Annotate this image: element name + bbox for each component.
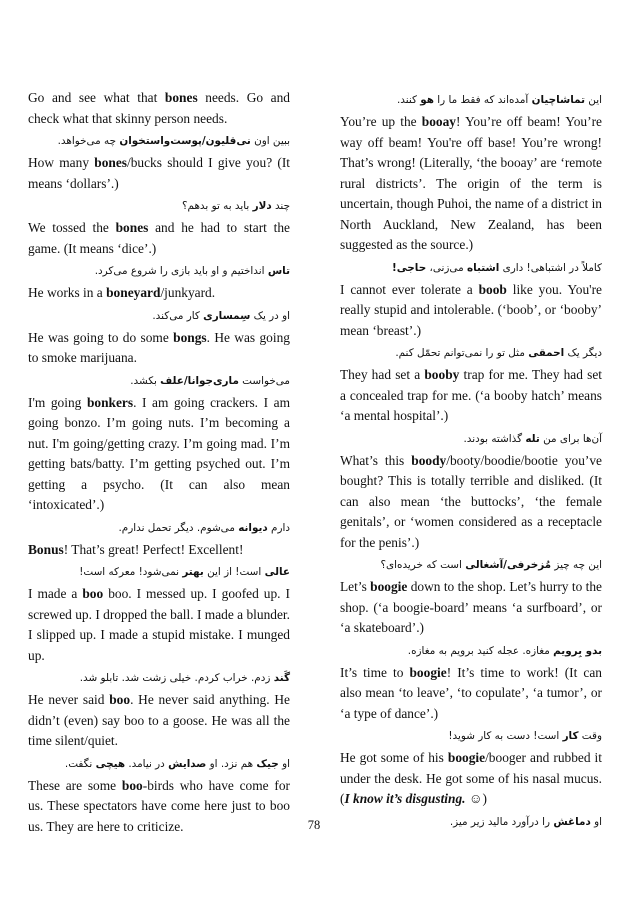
highlighted-term: تله xyxy=(525,432,540,445)
highlighted-term: boo xyxy=(121,777,143,793)
text-run: and he had to start the game. (It means ‘dice’.) xyxy=(28,220,290,256)
highlighted-term: تماشاچیان xyxy=(531,94,585,106)
text-run: بکشد. xyxy=(130,374,161,387)
persian-translation xyxy=(340,256,602,280)
text-run: در نیامد. xyxy=(125,757,169,770)
text-run: like you. You're really stupid and intolerable. (‘boob’, or ‘booby’ mean ‘breast’.) xyxy=(340,281,602,338)
text-run: ! You’re off beam! You’re way off beam! You're off base! You’re wrong! That’s wrong! (Literally, ‘the booay’ are ‘remote rural districts’. The origin of the term is uncertain, though Puhoi, the name of a district in North Auckland, New Zealand, has been suggested as the source.) xyxy=(340,114,602,252)
highlighted-term: bones xyxy=(164,90,198,105)
highlighted-term: ماری‌جوانا/علف xyxy=(160,374,239,387)
text-run: ببین اون xyxy=(250,135,290,147)
english-example xyxy=(28,328,290,369)
english-example xyxy=(28,690,290,752)
text-run: These are some xyxy=(28,777,122,793)
highlighted-term: boogie xyxy=(447,750,486,765)
text-run: ☺) xyxy=(465,791,488,806)
text-run: می‌خواست xyxy=(238,374,290,387)
text-run: You’re up the xyxy=(340,114,422,129)
english-example xyxy=(340,577,602,639)
text-run: -birds who have come for us. These spectators have come here just to boo us. They are here to criticize. xyxy=(28,777,290,834)
text-run: این چه چیز xyxy=(551,559,602,571)
highlighted-term: گَند xyxy=(273,672,290,684)
text-run: /bucks should I give you? (It means ‘dollars’.) xyxy=(28,155,291,191)
text-run: down to the shop. Let’s hurry to the shop. (‘a boogie-board’ means ‘a surfboard’, or ‘a skateboard’.) xyxy=(340,579,602,635)
persian-translation xyxy=(340,553,602,577)
left-column xyxy=(28,88,290,837)
highlighted-term: نی‌قلیون/پوست‌واستخوان xyxy=(119,135,251,147)
english-example xyxy=(340,748,602,810)
text-run: مغازه. عجله کنید برویم به مغازه. xyxy=(407,644,554,657)
highlighted-term: کار xyxy=(562,730,579,742)
text-run: دیگر یک xyxy=(564,347,602,359)
text-run: He was going to do some xyxy=(28,329,174,345)
text-run: I'm going xyxy=(28,394,87,410)
highlighted-term: bones xyxy=(115,220,149,235)
text-run: دارم xyxy=(267,521,290,534)
highlighted-term: بهتر xyxy=(182,566,204,578)
text-run: زدم. خراب کردم. خیلی زشت شد. تابلو شد. xyxy=(79,672,274,684)
highlighted-term: جیک xyxy=(256,757,279,770)
highlighted-term: احمقی xyxy=(528,347,565,359)
text-run: . I am going crackers. I am going bonzo. I’m going nuts. I’m becoming a nut. I'm going/getting crazy. I’m going mad. I’m getting bats/batty. I’m getting psyched out. I’m getting a psycho. (It can also mean ‘intoxicated’.) xyxy=(28,394,290,512)
english-example xyxy=(28,218,290,259)
persian-translation xyxy=(28,259,290,283)
text-run: کار می‌کند. xyxy=(152,309,204,322)
text-run: /booger and rubbed it under the desk. He got some of his nasal mucus. ( xyxy=(340,750,602,806)
text-run: می‌زنی، xyxy=(426,261,467,274)
highlighted-term: حاجی! xyxy=(392,261,427,274)
text-run: boo. I messed up. I goofed up. I screwed up. I dropped the ball. I made a blunder. I slipped up. I made a stupid mistake. I munged up. xyxy=(28,586,290,663)
highlighted-term: اشتباه xyxy=(466,261,500,274)
text-run: What’s this xyxy=(340,452,412,468)
text-run: They had set a xyxy=(340,367,425,382)
persian-translation xyxy=(28,369,290,393)
english-example xyxy=(28,393,290,516)
text-run: است که خریده‌ای؟ xyxy=(380,559,466,571)
highlighted-term: Bonus xyxy=(28,541,64,557)
highlighted-term: سِمساری xyxy=(203,309,251,322)
text-run: It’s time to xyxy=(340,664,410,680)
text-run: انداختیم و او باید بازی را شروع می‌کرد. xyxy=(94,265,268,277)
highlighted-term: bones xyxy=(94,155,127,170)
persian-translation xyxy=(28,194,290,218)
persian-translation xyxy=(28,752,290,776)
highlighted-term: مُزخرفی/آشغالی xyxy=(465,559,552,571)
english-example xyxy=(28,88,290,129)
highlighted-term: تاس xyxy=(267,265,290,277)
persian-translation xyxy=(28,129,290,153)
persian-translation xyxy=(340,639,602,663)
english-example xyxy=(28,584,290,666)
text-run: چند xyxy=(271,200,290,212)
persian-translation xyxy=(28,560,290,584)
persian-translation xyxy=(340,341,602,365)
text-run: /booty/boodie/bootie you’ve bought? This is totally terrible and disliked. (It can also mean ‘the buttocks’, ‘the female genitals’, or ‘women considered as a receptacle for the penis’.) xyxy=(340,452,602,550)
text-run: trap for me. They had set a concealed trap for me. (‘a booby hatch’ means ‘a mental hospital’.) xyxy=(340,367,602,423)
text-run: نمی‌شود! معرکه است! xyxy=(79,566,183,578)
highlighted-term: booay xyxy=(421,114,456,129)
highlighted-term: bonkers xyxy=(86,394,134,410)
text-run: Go and see what that xyxy=(28,90,165,105)
highlighted-term: دیوانه xyxy=(238,521,268,534)
text-run: گذاشته بودند. xyxy=(463,432,526,445)
text-run: او در یک xyxy=(250,309,290,322)
page-number: 78 xyxy=(307,818,321,832)
highlighted-term: عالی xyxy=(264,566,290,578)
english-example xyxy=(340,112,602,256)
text-run: مثل تو را نمی‌توانم تحمّل کنم. xyxy=(395,347,529,359)
text-run: آن‌ها برای من xyxy=(539,432,602,445)
highlighted-term: I know it’s disgusting. xyxy=(344,791,466,806)
text-run: است! دست به کار شوید! xyxy=(448,730,563,742)
text-run: He got some of his xyxy=(340,750,448,765)
english-example xyxy=(28,540,290,561)
english-example xyxy=(340,663,602,725)
text-run: را درآورد مالید زیر میز. xyxy=(449,815,554,828)
text-run: وقت xyxy=(578,730,602,742)
highlighted-term: bongs xyxy=(173,329,207,345)
highlighted-term: هیچی xyxy=(95,757,126,770)
english-example xyxy=(340,451,602,554)
highlighted-term: دماغش xyxy=(553,815,591,828)
text-run: I cannot ever tolerate a xyxy=(340,281,479,297)
persian-translation xyxy=(28,666,290,690)
text-run: I made a xyxy=(28,586,83,601)
english-example xyxy=(340,365,602,427)
english-example xyxy=(28,153,290,194)
persian-translation xyxy=(28,516,290,540)
persian-translation xyxy=(28,304,290,328)
highlighted-term: boody xyxy=(411,452,447,468)
highlighted-term: boneyard xyxy=(106,285,161,300)
persian-translation xyxy=(340,724,602,748)
text-run: آمده‌اند که فقط ما را xyxy=(433,94,532,106)
text-run: . He never said anything. He didn’t (even) say boo to a goose. He was all the time silent/quiet. xyxy=(28,692,290,748)
persian-translation xyxy=(340,427,602,451)
highlighted-term: booby xyxy=(424,367,460,382)
english-example xyxy=(340,280,602,342)
text-run: Let’s xyxy=(340,579,371,594)
text-run: He never said xyxy=(28,692,110,707)
highlighted-term: boo xyxy=(82,586,104,601)
text-run: کنند. xyxy=(396,94,421,106)
text-run: باید به تو بدهم؟ xyxy=(182,200,253,212)
text-run: . He was going to smoke marijuana. xyxy=(28,329,290,365)
text-run: We tossed the xyxy=(28,220,116,235)
text-run: ! It’s time to work! (It can also mean ‘to leave’, ‘to copulate’, ‘a tumor’, or ‘a type of dance’.) xyxy=(340,664,602,721)
text-run: ! That’s great! Perfect! Excellent! xyxy=(63,541,244,557)
highlighted-term: boogie xyxy=(370,579,408,594)
text-run: است! از این xyxy=(203,566,265,578)
text-run: /junkyard. xyxy=(160,285,216,300)
highlighted-term: boo xyxy=(109,692,131,707)
text-run: کاملاً در اشتباهی! داری xyxy=(499,261,602,274)
text-run: می‌شوم. دیگر تحمل ندارم. xyxy=(118,521,239,534)
highlighted-term: boob xyxy=(478,281,507,297)
text-run: چه می‌خواهد. xyxy=(57,135,120,147)
text-run: این xyxy=(585,94,602,106)
highlighted-term: boogie xyxy=(409,664,447,680)
right-column xyxy=(340,88,602,834)
text-run: هم نزد. او xyxy=(206,757,257,770)
highlighted-term: دلار xyxy=(252,200,272,212)
persian-translation xyxy=(340,88,602,112)
highlighted-term: صدایش xyxy=(168,757,207,770)
highlighted-term: هو xyxy=(420,94,434,106)
text-run: How many xyxy=(28,155,95,170)
text-run: نگفت. xyxy=(64,757,96,770)
text-run: او xyxy=(590,815,602,828)
english-example xyxy=(28,283,290,304)
highlighted-term: بدو بِرویم xyxy=(553,644,602,657)
text-run: He works in a xyxy=(28,285,107,300)
text-run: needs. Go and check what that skinny person needs. xyxy=(28,90,290,126)
text-run: او xyxy=(278,757,290,770)
